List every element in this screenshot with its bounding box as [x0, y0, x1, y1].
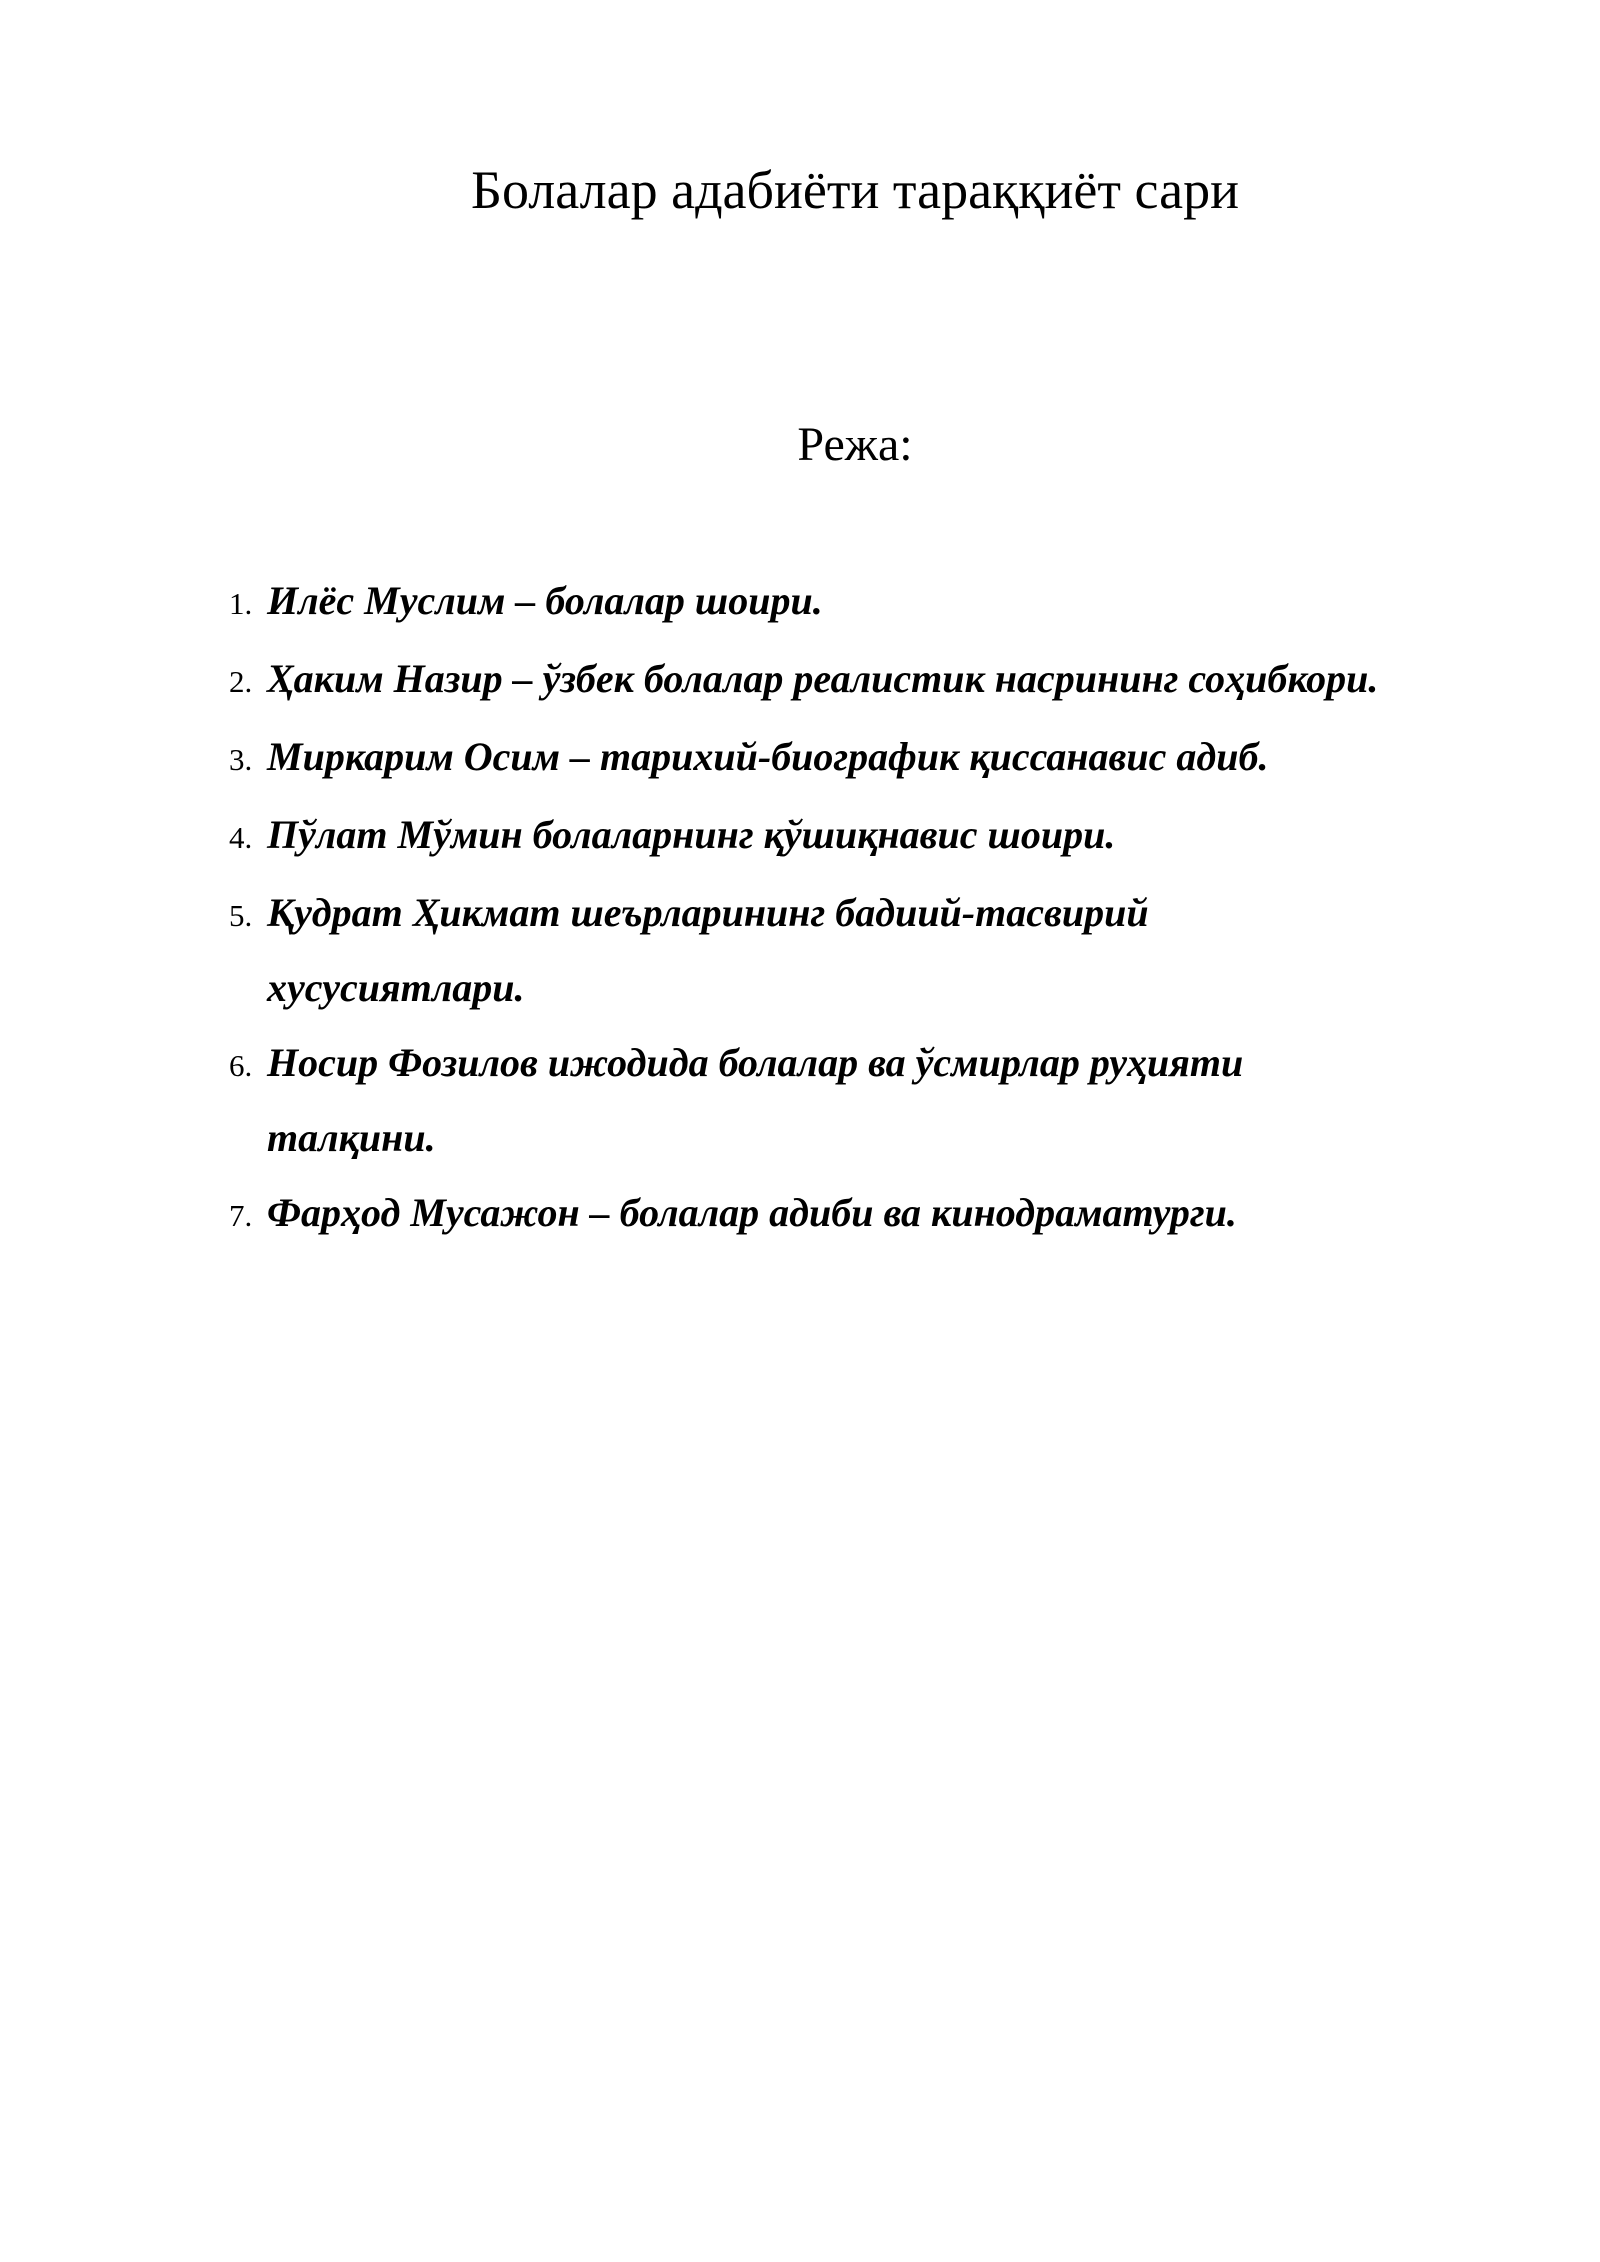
- plan-item-7: [229, 1175, 1529, 1253]
- plan-item-text: Фарҳод Мусажон – болалар адиби ва кинодраматурги.: [267, 1190, 1237, 1235]
- plan-item-number: 2.: [229, 664, 253, 699]
- plan-item-number: 3.: [229, 742, 253, 777]
- plan-item-1: [229, 563, 1529, 641]
- plan-list: [229, 563, 1529, 1253]
- plan-item-text: Пўлат Мўмин болаларнинг қўшиқнавис шоири.: [267, 812, 1116, 857]
- document-title: Болалар адабиёти тараққиёт сари: [471, 160, 1239, 220]
- plan-item-2: [229, 641, 1529, 719]
- plan-item-6: [229, 1025, 1529, 1175]
- plan-heading: Режа:: [797, 418, 913, 471]
- plan-item-number: 1.: [229, 586, 253, 621]
- plan-item-number: 5.: [229, 898, 253, 933]
- plan-item-number: 4.: [229, 820, 253, 855]
- plan-item-text: Носир Фозилов ижодида болалар ва ўсмирлар руҳияти талқини.: [267, 1040, 1244, 1160]
- plan-item-text: Миркарим Осим – тарихий-биографик қиссанавис адиб.: [267, 734, 1269, 779]
- plan-item-number: 7.: [229, 1198, 253, 1233]
- plan-item-text: Илёс Муслим – болалар шоири.: [267, 578, 823, 623]
- plan-item-text: Қудрат Ҳикмат шеърларининг бадиий-тасвирий хусусиятлари.: [267, 890, 1149, 1010]
- plan-item-text: Ҳаким Назир – ўзбек болалар реалистик насрининг соҳибкори.: [267, 656, 1379, 701]
- plan-item-5: [229, 875, 1529, 1025]
- plan-item-3: [229, 719, 1529, 797]
- plan-item-number: 6.: [229, 1048, 253, 1083]
- plan-item-4: [229, 797, 1529, 875]
